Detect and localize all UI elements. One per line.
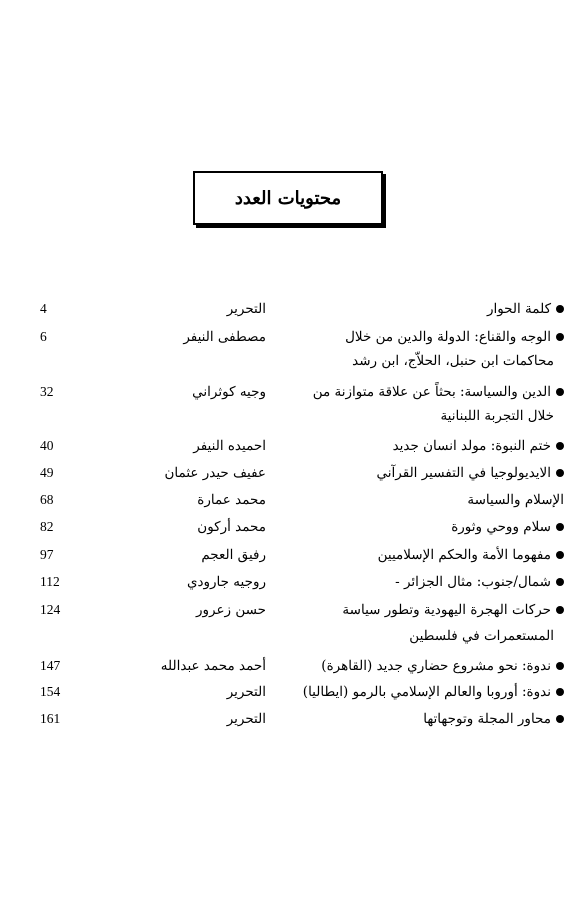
toc-entry-page-number: 68 — [40, 492, 54, 507]
toc-entry — [0, 435, 582, 457]
toc-entry-title: الدين والسياسة: بحثاً عن علاقة متوازنة من — [294, 381, 564, 403]
toc-entry-continuation — [0, 405, 582, 427]
toc-entry — [0, 571, 582, 593]
toc-entry-page-number: 32 — [40, 384, 54, 399]
bullet-icon — [556, 715, 564, 723]
toc-entry-title: الإسلام والسياسة — [467, 492, 564, 508]
toc-entry-page-number: 40 — [40, 438, 54, 453]
toc-entry — [0, 489, 582, 511]
toc-entry-author: مصطفى النيفر — [183, 329, 266, 345]
toc-entry — [0, 326, 582, 348]
toc-entry-title: حركات الهجرة اليهودية وتطور سياسة — [294, 599, 564, 621]
toc-entry-author: وجيه كوثراني — [192, 384, 266, 400]
bullet-icon — [556, 688, 564, 696]
bullet-icon — [556, 578, 564, 586]
toc-entry-title: مفهوما الأمة والحكم الإسلاميين — [294, 544, 564, 566]
toc-entry-author: روجيه جارودي — [186, 574, 266, 590]
toc-entry — [0, 599, 582, 621]
toc-entry — [0, 681, 582, 703]
toc-entry — [0, 381, 582, 403]
toc-entry-title: ختم النبوة: مولد انسان جديد — [294, 435, 564, 457]
toc-entry-author: حسن زعرور — [195, 602, 266, 618]
bullet-icon — [556, 333, 564, 341]
toc-entry-title: المستعمرات في فلسطين — [409, 628, 554, 644]
bullet-icon — [556, 442, 564, 450]
toc-entry — [0, 544, 582, 566]
toc-entry-page-number: 124 — [40, 602, 61, 617]
toc-entry-page-number: 4 — [40, 301, 47, 316]
toc-entry-title: محاكمات ابن حنبل، الحلاّج، ابن رشد — [352, 353, 554, 369]
toc-entry — [0, 298, 582, 320]
bullet-icon — [556, 662, 564, 670]
toc-entry-title: خلال التجربة اللبنانية — [440, 408, 554, 424]
toc-entry-title: الايديولوجيا في التفسير القرآني — [294, 462, 564, 484]
toc-entry-page-number: 112 — [40, 574, 60, 589]
toc-entry-author: أحمد محمد عبدالله — [160, 658, 266, 674]
toc-entry-author: التحرير — [226, 301, 266, 317]
bullet-icon — [556, 305, 564, 313]
toc-entry-author: رفيق العجم — [201, 547, 266, 563]
bullet-icon — [556, 606, 564, 614]
toc-entry-title: كلمة الحوار — [294, 298, 564, 320]
toc-entry-author: التحرير — [226, 684, 266, 700]
toc-entry — [0, 516, 582, 538]
dash-mark: - — [395, 574, 404, 590]
toc-entry-page-number: 161 — [40, 711, 61, 726]
bullet-icon — [556, 523, 564, 531]
toc-entry-title: ندوة: أوروبا والعالم الإسلامي بالرمو (ايطاليا) — [294, 681, 564, 703]
toc-entry-continuation — [0, 625, 582, 647]
bullet-icon — [556, 551, 564, 559]
toc-entry-title: سلام ووحي وثورة — [294, 516, 564, 538]
toc-entry-author: التحرير — [226, 711, 266, 727]
toc-entry — [0, 462, 582, 484]
toc-entry-author: احميده النيفر — [193, 438, 266, 454]
bullet-icon — [556, 388, 564, 396]
toc-entry-title: الوجه والقناع: الدولة والدين من خلال — [294, 326, 564, 348]
toc-entry-page-number: 49 — [40, 465, 54, 480]
bullet-icon — [556, 469, 564, 477]
toc-entry-page-number: 6 — [40, 329, 47, 344]
toc-entry-page-number: 97 — [40, 547, 54, 562]
toc-entry-author: محمد عمارة — [197, 492, 266, 508]
toc-entry-page-number: 82 — [40, 519, 54, 534]
toc-entry-page-number: 147 — [40, 658, 61, 673]
toc-entry-author: عفيف حيدر عثمان — [164, 465, 266, 481]
toc-entry — [0, 655, 582, 677]
toc-entry-continuation — [0, 350, 582, 372]
toc-entry-title: محاور المجلة وتوجهاتها — [294, 708, 564, 730]
toc-entry — [0, 708, 582, 730]
toc-entry-title: ندوة: نحو مشروع حضاري جديد (القاهرة) — [294, 655, 564, 677]
toc-entry-title: شمال/جنوب: مثال الجزائر - — [294, 571, 564, 593]
toc-entry-author: محمد أركون — [197, 519, 266, 535]
toc-entry-page-number: 154 — [40, 684, 61, 699]
page-title: محتويات العدد — [234, 187, 342, 209]
